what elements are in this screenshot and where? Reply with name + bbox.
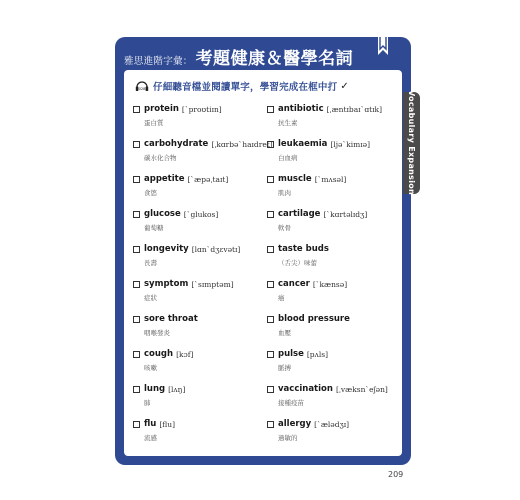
learned-checkbox[interactable] xyxy=(267,281,274,288)
entry-word: protein xyxy=(144,104,179,114)
vocabulary-entry xyxy=(267,313,397,337)
entry-headline xyxy=(267,138,397,150)
audio-track-number: 028 xyxy=(138,87,146,92)
entry-meaning: 症狀 xyxy=(144,294,157,302)
entry-word: pulse xyxy=(278,349,304,359)
vocabulary-entry xyxy=(267,243,397,267)
entry-headline xyxy=(267,278,397,290)
entry-word: leukaemia xyxy=(278,139,328,149)
vocabulary-entry xyxy=(133,313,263,337)
entry-meaning: （舌尖）味蕾 xyxy=(278,259,317,267)
vocabulary-entry xyxy=(133,208,263,232)
entry-pronunciation: [pʌls] xyxy=(306,349,329,359)
vocabulary-entry xyxy=(133,383,263,407)
entry-meaning: 葡萄糖 xyxy=(144,224,164,232)
entry-meaning: 軟骨 xyxy=(278,224,291,232)
learned-checkbox[interactable] xyxy=(133,281,140,288)
entry-word: taste buds xyxy=(278,244,329,254)
entry-meaning: 咳嗽 xyxy=(144,364,157,372)
entry-pronunciation: [ˌkɑrbəˋhaɪdret] xyxy=(211,139,273,149)
entry-pronunciation: [kɔf] xyxy=(176,349,194,359)
entry-headline xyxy=(133,313,263,325)
learned-checkbox[interactable] xyxy=(133,176,140,183)
entry-headline xyxy=(267,103,397,115)
entry-word: symptom xyxy=(144,279,189,289)
entry-pronunciation: [ljəˋkimɪə] xyxy=(330,139,371,149)
entry-pronunciation: [ˋkɑrtəlɪdʒ] xyxy=(323,209,368,219)
learned-checkbox[interactable] xyxy=(267,421,274,428)
entry-word: cartilage xyxy=(278,209,321,219)
vocabulary-entry xyxy=(267,173,397,197)
learned-checkbox[interactable] xyxy=(133,316,140,323)
entry-meaning: 血壓 xyxy=(278,329,291,337)
learned-checkbox[interactable] xyxy=(133,211,140,218)
entry-meaning: 癌 xyxy=(278,294,285,302)
entry-meaning: 咽喉發炎 xyxy=(144,329,170,337)
entry-pronunciation: [ˋglukos] xyxy=(183,209,219,219)
learned-checkbox[interactable] xyxy=(267,316,274,323)
entry-word: lung xyxy=(144,384,166,394)
learned-checkbox[interactable] xyxy=(267,141,274,148)
entry-pronunciation: [lɑnˋdʒɛvətɪ] xyxy=(191,244,241,254)
entry-meaning: 抗生素 xyxy=(278,119,298,127)
entry-headline xyxy=(133,383,263,395)
entry-word: sore throat xyxy=(144,314,198,324)
vocabulary-entry xyxy=(133,138,273,162)
entry-meaning: 蛋白質 xyxy=(144,119,164,127)
section-tab-label: Vocabulary Expansion xyxy=(407,90,416,196)
title-main: 考題健康＆醫學名詞 xyxy=(195,49,354,69)
entry-word: longevity xyxy=(144,244,189,254)
learned-checkbox[interactable] xyxy=(133,386,140,393)
entry-word: carbohydrate xyxy=(144,139,209,149)
entry-pronunciation: [ˋproʊtiɪn] xyxy=(181,104,222,114)
vocabulary-entry xyxy=(133,348,263,372)
learned-checkbox[interactable] xyxy=(133,351,140,358)
entry-meaning: 接種疫苗 xyxy=(278,399,304,407)
entry-word: blood pressure xyxy=(278,314,350,324)
vocabulary-entry xyxy=(267,138,397,162)
learned-checkbox[interactable] xyxy=(267,106,274,113)
learned-checkbox[interactable] xyxy=(133,421,140,428)
vocabulary-entry xyxy=(133,278,263,302)
learned-checkbox[interactable] xyxy=(133,141,140,148)
check-mark: ✓ xyxy=(340,80,349,92)
vocabulary-entry xyxy=(133,243,263,267)
entry-headline xyxy=(133,208,263,220)
section-tab xyxy=(403,92,420,194)
vocabulary-entry xyxy=(267,418,397,442)
audio-track-icon[interactable] xyxy=(135,79,149,93)
entry-word: glucose xyxy=(144,209,181,219)
learned-checkbox[interactable] xyxy=(133,106,140,113)
entry-pronunciation: [ˋkænsə] xyxy=(312,279,348,289)
entry-word: cancer xyxy=(278,279,310,289)
entry-meaning: 肺 xyxy=(144,399,151,407)
entry-headline xyxy=(267,418,397,430)
entry-headline xyxy=(133,418,263,430)
entry-headline xyxy=(133,243,263,255)
entry-word: cough xyxy=(144,349,174,359)
entry-headline xyxy=(267,173,397,185)
vocabulary-entry xyxy=(267,278,397,302)
learned-checkbox[interactable] xyxy=(133,246,140,253)
vocabulary-entry xyxy=(133,418,263,442)
instruction-text: 仔細聽音檔並閱讀單字，學習完成在框中打 xyxy=(153,82,338,93)
entry-headline xyxy=(133,348,263,360)
entry-word: allergy xyxy=(278,419,312,429)
entry-meaning: 食慾 xyxy=(144,189,157,197)
entry-pronunciation: [lʌŋ] xyxy=(168,384,186,394)
learned-checkbox[interactable] xyxy=(267,351,274,358)
vocabulary-entry xyxy=(267,103,397,127)
page-title xyxy=(124,44,353,70)
entry-pronunciation: [ˋælədʒɪ] xyxy=(314,419,350,429)
entry-pronunciation: [ˋmʌsəl] xyxy=(314,174,347,184)
entry-headline xyxy=(267,313,397,325)
entry-meaning: 肌肉 xyxy=(278,189,291,197)
entry-pronunciation: [ˌæntɪbaɪˋɑtɪk] xyxy=(326,104,383,114)
entry-meaning: 流感 xyxy=(144,434,157,442)
entry-headline xyxy=(133,103,263,115)
learned-checkbox[interactable] xyxy=(267,211,274,218)
entry-pronunciation: [ˋæpəˌtaɪt] xyxy=(187,174,229,184)
entry-word: muscle xyxy=(278,174,312,184)
entry-word: vaccination xyxy=(278,384,333,394)
vocabulary-entry xyxy=(267,348,397,372)
learned-checkbox[interactable] xyxy=(267,246,274,253)
entry-word: antibiotic xyxy=(278,104,324,114)
page-number: 209 xyxy=(388,470,404,479)
bookmark-icon xyxy=(376,37,390,57)
entry-headline xyxy=(267,348,397,360)
entry-meaning: 過敏的 xyxy=(278,434,298,442)
vocabulary-entry xyxy=(133,103,263,127)
entry-meaning: 白血病 xyxy=(278,154,298,162)
vocabulary-entry xyxy=(267,383,397,407)
instruction xyxy=(135,79,349,93)
entry-word: appetite xyxy=(144,174,185,184)
entry-meaning: 碳水化合物 xyxy=(144,154,177,162)
entry-pronunciation: [ˋsɪmptəm] xyxy=(191,279,234,289)
entry-meaning: 長壽 xyxy=(144,259,157,267)
entry-headline xyxy=(133,173,263,185)
title-prefix: 雅思進階字彙： xyxy=(124,56,193,67)
entry-word: flu xyxy=(144,419,157,429)
entry-meaning: 脈搏 xyxy=(278,364,291,372)
entry-headline xyxy=(267,208,397,220)
vocabulary-entry xyxy=(133,173,263,197)
vocabulary-entry xyxy=(267,208,397,232)
learned-checkbox[interactable] xyxy=(267,176,274,183)
entry-headline xyxy=(267,383,397,395)
entry-pronunciation: [flu] xyxy=(159,419,176,429)
entry-headline xyxy=(133,278,263,290)
entry-pronunciation: [ˌvæksnˋeʃən] xyxy=(335,384,388,394)
entry-headline xyxy=(133,138,273,150)
learned-checkbox[interactable] xyxy=(267,386,274,393)
entry-headline xyxy=(267,243,397,255)
